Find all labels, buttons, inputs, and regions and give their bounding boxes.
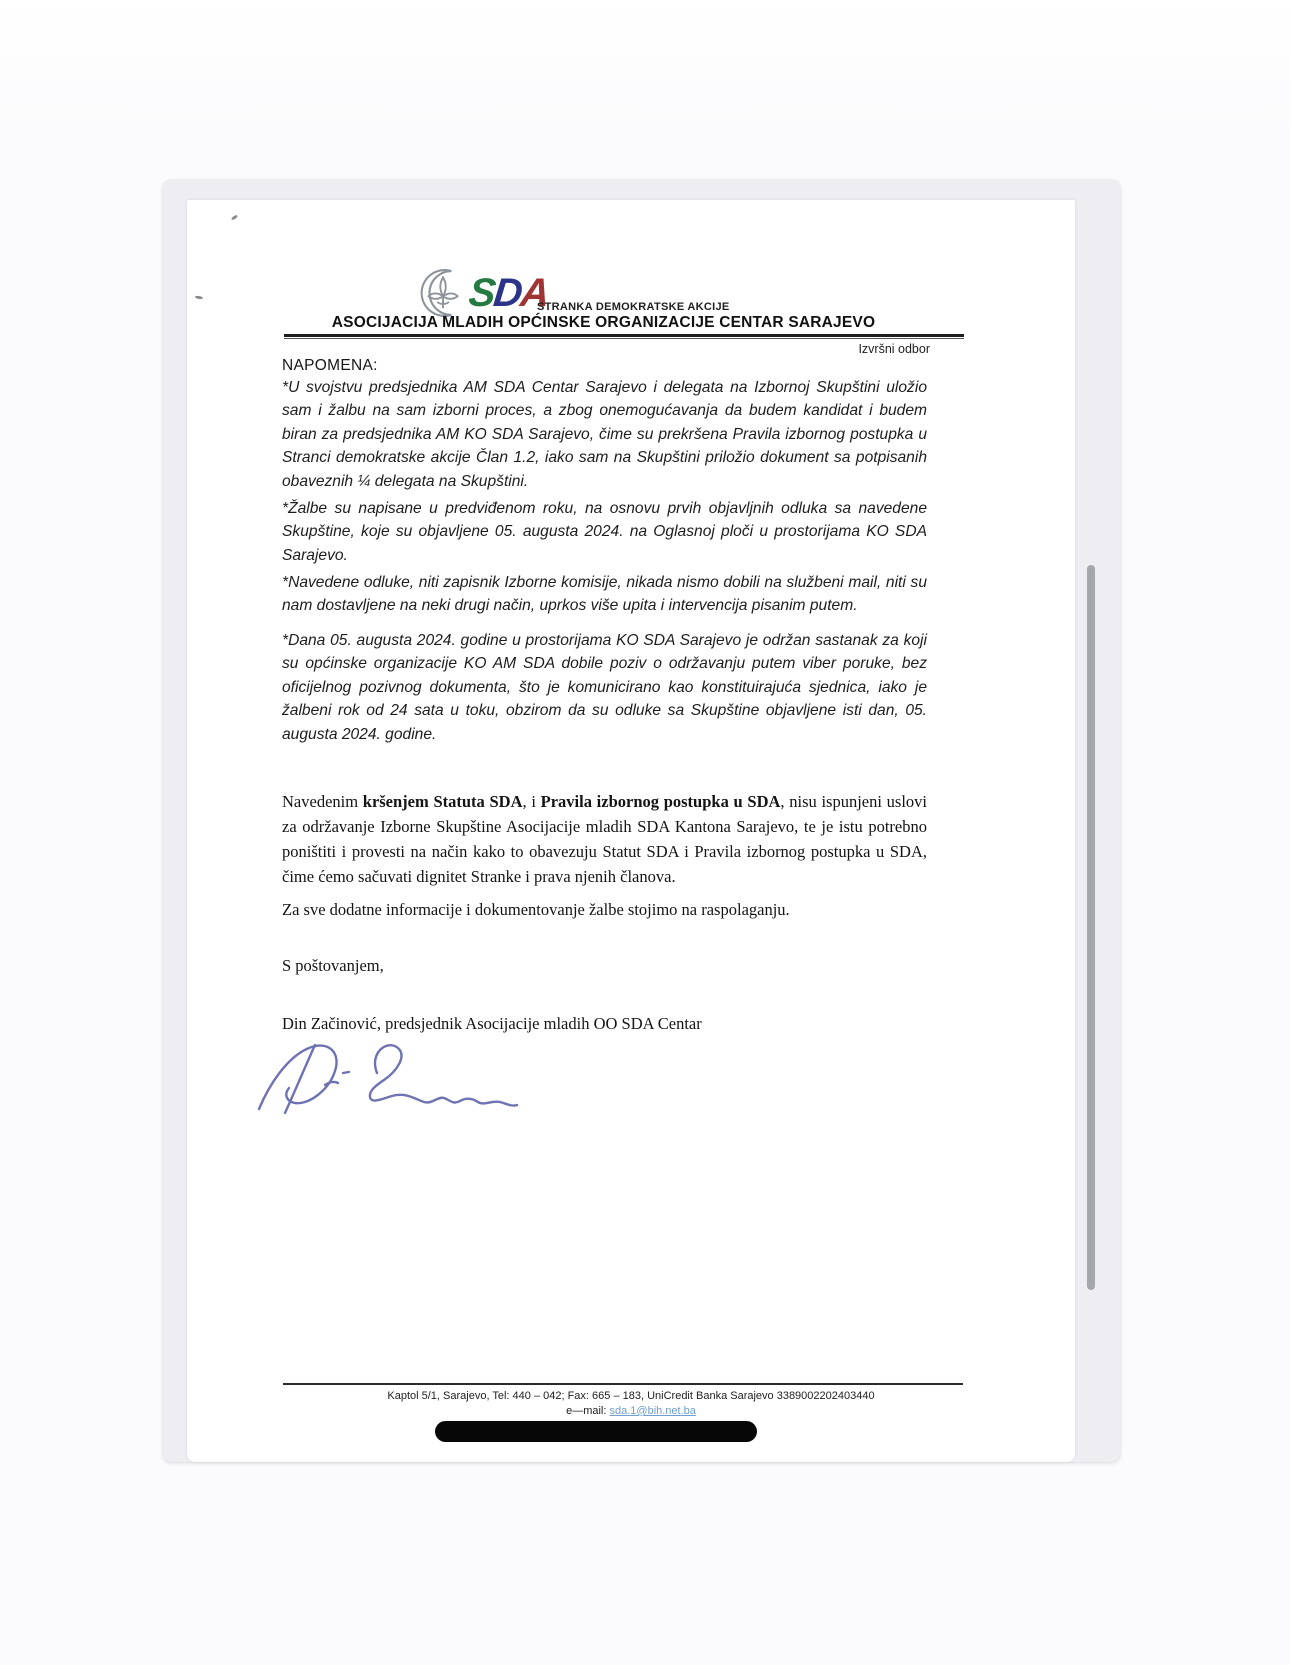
- closing-statement-paragraph: Navedenim kršenjem Statuta SDA, i Pravila izbornog postupka u SDA, nisu ispunjeni uslovi za održavanje Izborne Skupštine Asocijacije mladih SDA Kantona Sarajevo, te je istu potrebno poništiti i provesti na način kako to obavezuju Statut SDA i Pravila izbornog postupka u SDA, čime ćemo sačuvati dignitet Stranke i prava njenih članova.: [282, 792, 927, 886]
- note-label: NAPOMENA:: [282, 357, 378, 374]
- email-link[interactable]: sda.1@bih.net.ba: [609, 1405, 696, 1417]
- handwritten-signature: [255, 1033, 525, 1123]
- crescent-lily-icon: [415, 268, 469, 318]
- party-name-subtitle: STRANKA DEMOKRATSKE AKCIJE: [537, 301, 730, 313]
- complaint-paragraph-3: *Navedene odluke, niti zapisnik Izborne komisije, nikada nismo dobili na službeni mail, niti su nam dostavljene na neki drugi način, uprkos više upita i intervencija pisanim putem.: [282, 574, 927, 615]
- info-availability-line: Za sve dodatne informacije i dokumentovanje žalbe stojimo na raspolaganju.: [282, 900, 790, 919]
- scrollbar-thumb[interactable]: [1087, 565, 1095, 1290]
- footer-address-line: Kaptol 5/1, Sarajevo, Tel: 440 – 042; Fax: 665 – 183, UniCredit Banka Sarajevo 3389002202403440: [387, 1390, 875, 1402]
- complaint-paragraph-2: *Žalbe su napisane u predviđenom roku, na osnovu prvih objavljnih odluka sa navedene Skupštine, koje su objavljene 05. augusta 2024. na Oglasnoj ploči u prostorijama KO SDA Sarajevo.: [282, 500, 927, 564]
- complaint-paragraph-4: *Dana 05. augusta 2024. godine u prostorijama KO SDA Sarajevo je održan sastanak za koji su općinske organizacije KO AM SDA dobile poziv o održavanju putem viber poruke, bez oficijelnog pozivnog dokumenta, što je komunicirano kao konstituirajuća sjednica, iako je žalbeni rok od 24 sata u toku, obzirom da su odluke sa Skupštine objavljene isti dan, 05. augusta 2024. godine.: [282, 632, 927, 743]
- redaction-bar: [435, 1421, 757, 1442]
- footer-email-line: [247, 1405, 1015, 1417]
- paper-speck: [195, 295, 203, 299]
- email-label: e—mail:: [566, 1405, 607, 1417]
- scanned-letter-page: [187, 200, 1075, 1462]
- department-label: Izvršni odbor: [858, 342, 930, 356]
- salutation: S poštovanjem,: [282, 956, 384, 975]
- paper-speck: [231, 214, 238, 220]
- complaint-paragraph-1: *U svojstvu predsjednika AM SDA Centar Sarajevo i delegata na Izbornoj Skupštini uložio sam i žalbu na sam izborni proces, a zbog onemogućavanja da budem kandidat i budem biran za predsjednika AM KO SDA Sarajevo, čime su prekršena Pravila izbornog postupka u Stranci demokratske akcije Član 1.2, iako sam na Skupštini priložio dokument sa potpisanih obaveznih ¼ delegata na Skupštini.: [282, 379, 927, 490]
- document-viewer-card: [163, 180, 1120, 1462]
- signer-name-line: Din Začinović, predsjednik Asocijacije mladih OO SDA Centar: [282, 1014, 702, 1033]
- logo-letter-a: A: [518, 271, 550, 315]
- viewer-scrollbar[interactable]: [1087, 565, 1095, 1290]
- logo-letter-d: D: [491, 271, 523, 315]
- logo-letter-s: S: [466, 271, 496, 315]
- footer-rule: [283, 1383, 963, 1385]
- header-rule: [284, 334, 964, 339]
- organization-title: ASOCIJACIJA MLADIH OPĆINSKE ORGANIZACIJE CENTAR SARAJEVO: [331, 314, 876, 331]
- sda-logo: [415, 266, 550, 320]
